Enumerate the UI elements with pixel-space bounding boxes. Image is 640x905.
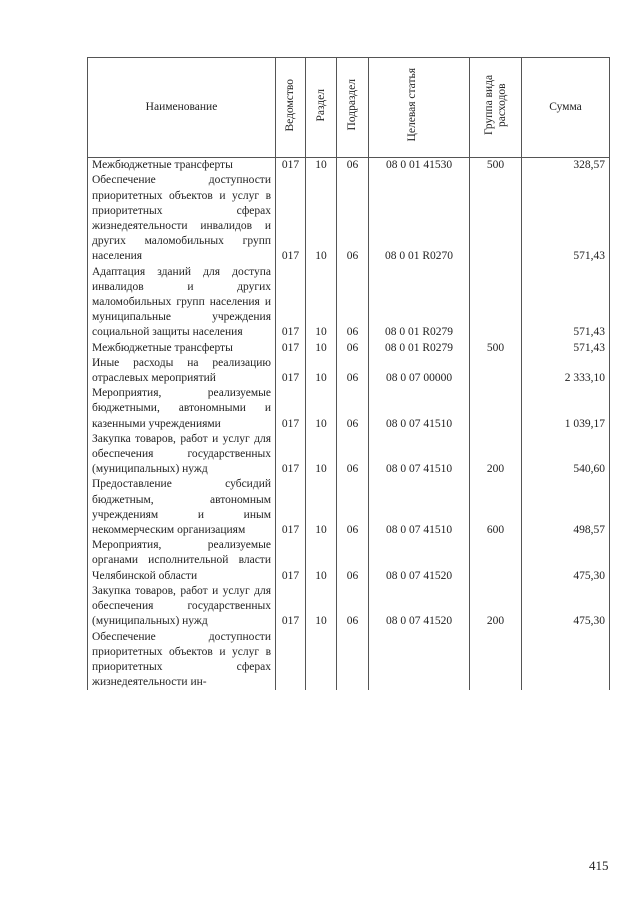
cell-group xyxy=(470,386,522,432)
cell-section: 10 xyxy=(306,158,337,174)
cell-name: Обеспечение доступности приоритетных объектов и услуг в приоритетных сферах жизнедеятельности ин- xyxy=(88,630,276,691)
table-row xyxy=(88,584,610,630)
cell-subsection: 06 xyxy=(337,265,369,341)
cell-subsection xyxy=(337,630,369,691)
header-section: Раздел xyxy=(306,58,337,158)
cell-dept: 017 xyxy=(276,173,306,264)
cell-sum: 328,57 xyxy=(522,158,610,174)
cell-dept xyxy=(276,630,306,691)
cell-sum xyxy=(522,630,610,691)
cell-subsection: 06 xyxy=(337,584,369,630)
cell-sum: 475,30 xyxy=(522,584,610,630)
cell-section xyxy=(306,630,337,691)
cell-section: 10 xyxy=(306,386,337,432)
cell-name: Адаптация зданий для доступа инвалидов и других маломобильных групп населения и муниципальные учреждения социальной защиты населения xyxy=(88,265,276,341)
cell-name: Мероприятия, реализуемые бюджетными, автономными и казенными учреждениями xyxy=(88,386,276,432)
budget-table xyxy=(87,57,610,690)
cell-dept: 017 xyxy=(276,158,306,174)
cell-sum: 498,57 xyxy=(522,477,610,538)
cell-section: 10 xyxy=(306,432,337,478)
cell-group xyxy=(470,265,522,341)
cell-target: 08 0 07 41520 xyxy=(369,584,470,630)
cell-group xyxy=(470,538,522,584)
cell-sum: 571,43 xyxy=(522,341,610,356)
header-name: Наименование xyxy=(88,58,276,158)
table-row xyxy=(88,158,610,174)
cell-target: 08 0 01 R0279 xyxy=(369,265,470,341)
cell-target: 08 0 01 R0279 xyxy=(369,341,470,356)
cell-sum: 540,60 xyxy=(522,432,610,478)
table-row xyxy=(88,265,610,341)
cell-name: Иные расходы на реализацию отраслевых мероприятий xyxy=(88,356,276,386)
cell-name: Межбюджетные трансферты xyxy=(88,341,276,356)
cell-target: 08 0 01 41530 xyxy=(369,158,470,174)
table-row xyxy=(88,477,610,538)
cell-group xyxy=(470,173,522,264)
header-dept: Ведомство xyxy=(276,58,306,158)
cell-dept: 017 xyxy=(276,432,306,478)
cell-subsection: 06 xyxy=(337,432,369,478)
cell-subsection: 06 xyxy=(337,538,369,584)
cell-dept: 017 xyxy=(276,265,306,341)
table-row xyxy=(88,173,610,264)
header-group: Группа вида расходов xyxy=(470,58,522,158)
header-subsection: Подраздел xyxy=(337,58,369,158)
table-row xyxy=(88,341,610,356)
cell-subsection: 06 xyxy=(337,158,369,174)
cell-name: Предоставление субсидий бюджетным, автономным учреждениям и иным некоммерческим организациям xyxy=(88,477,276,538)
cell-section: 10 xyxy=(306,584,337,630)
cell-dept: 017 xyxy=(276,477,306,538)
cell-sum: 1 039,17 xyxy=(522,386,610,432)
cell-section: 10 xyxy=(306,173,337,264)
cell-section: 10 xyxy=(306,356,337,386)
cell-group: 600 xyxy=(470,477,522,538)
cell-subsection: 06 xyxy=(337,477,369,538)
table-row xyxy=(88,630,610,691)
cell-name: Закупка товаров, работ и услуг для обеспечения государственных (муниципальных) нужд xyxy=(88,432,276,478)
cell-subsection: 06 xyxy=(337,386,369,432)
cell-group: 500 xyxy=(470,158,522,174)
header-sum: Сумма xyxy=(522,58,610,158)
cell-dept: 017 xyxy=(276,356,306,386)
cell-name: Обеспечение доступности приоритетных объектов и услуг в приоритетных сферах жизнедеятельности инвалидов и других маломобильных групп населения xyxy=(88,173,276,264)
cell-subsection: 06 xyxy=(337,356,369,386)
cell-group: 500 xyxy=(470,341,522,356)
cell-dept: 017 xyxy=(276,341,306,356)
cell-dept: 017 xyxy=(276,386,306,432)
table-header-row xyxy=(88,58,610,158)
cell-target: 08 0 07 41510 xyxy=(369,386,470,432)
cell-target: 08 0 07 00000 xyxy=(369,356,470,386)
cell-sum: 475,30 xyxy=(522,538,610,584)
cell-dept: 017 xyxy=(276,584,306,630)
cell-group: 200 xyxy=(470,432,522,478)
page-number: 415 xyxy=(589,858,609,873)
cell-sum: 571,43 xyxy=(522,265,610,341)
cell-section: 10 xyxy=(306,341,337,356)
cell-group: 200 xyxy=(470,584,522,630)
cell-sum: 2 333,10 xyxy=(522,356,610,386)
table-row xyxy=(88,356,610,386)
table-row xyxy=(88,432,610,478)
cell-subsection: 06 xyxy=(337,173,369,264)
cell-dept: 017 xyxy=(276,538,306,584)
cell-group xyxy=(470,630,522,691)
cell-target: 08 0 07 41510 xyxy=(369,432,470,478)
cell-name: Закупка товаров, работ и услуг для обеспечения государственных (муниципальных) нужд xyxy=(88,584,276,630)
cell-section: 10 xyxy=(306,265,337,341)
table-row xyxy=(88,538,610,584)
cell-sum: 571,43 xyxy=(522,173,610,264)
cell-section: 10 xyxy=(306,477,337,538)
cell-target xyxy=(369,630,470,691)
cell-target: 08 0 01 R0270 xyxy=(369,173,470,264)
cell-section: 10 xyxy=(306,538,337,584)
table-row xyxy=(88,386,610,432)
cell-subsection: 06 xyxy=(337,341,369,356)
cell-target: 08 0 07 41520 xyxy=(369,538,470,584)
cell-name: Межбюджетные трансферты xyxy=(88,158,276,174)
cell-target: 08 0 07 41510 xyxy=(369,477,470,538)
header-target: Целевая статья xyxy=(369,58,470,158)
cell-group xyxy=(470,356,522,386)
cell-name: Мероприятия, реализуемые органами исполнительной власти Челябинской области xyxy=(88,538,276,584)
